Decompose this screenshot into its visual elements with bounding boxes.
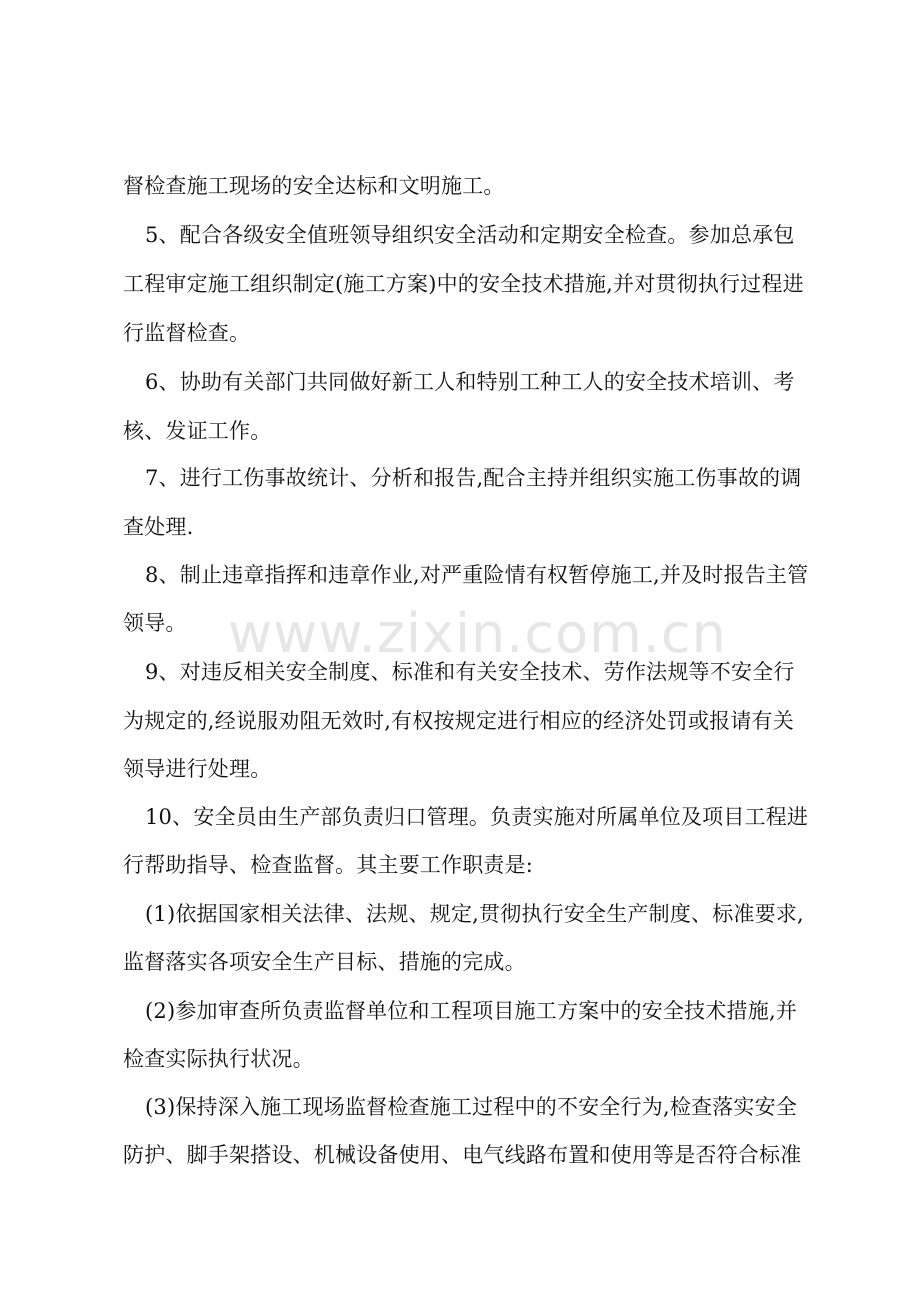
text-line: 核、发证工作。 — [123, 419, 272, 443]
text-line: 7、进行工伤事故统计、分析和报告,配合主持并组织实施工伤事故的调 — [145, 466, 802, 490]
text-line: (3)保持深入施工现场监督检查施工过程中的不安全行为,检查落实安全 — [145, 1095, 798, 1119]
text-line: 督检查施工现场的安全达标和文明施工。 — [123, 174, 505, 198]
text-line: (2)参加审查所负责监督单位和工程项目施工方案中的安全技术措施,并 — [145, 999, 798, 1023]
text-line: 领导进行处理。 — [123, 757, 272, 781]
text-line: 9、对违反相关安全制度、标准和有关安全技术、劳作法规等不安全行 — [145, 660, 795, 684]
text-line: 监督落实各项安全生产目标、措施的完成。 — [123, 950, 526, 974]
text-line: 6、协助有关部门共同做好新工人和特别工种工人的安全技术培训、考 — [145, 370, 795, 394]
text-line: 防护、脚手架搭设、机械设备使用、电气线路布置和使用等是否符合标准 — [123, 1143, 802, 1167]
text-line: 检查实际执行状况。 — [123, 1047, 314, 1071]
watermark: www.zixin.com.cn — [228, 602, 727, 665]
text-line: 行监督检查。 — [123, 321, 251, 345]
text-line: (1)依据国家相关法律、法规、规定,贯彻执行安全生产制度、标准要求, — [145, 902, 804, 926]
text-line: 领导。 — [123, 611, 187, 635]
text-line: 查处理. — [123, 515, 194, 539]
text-line: 10、安全员由生产部负责归口管理。负责实施对所属单位及项目工程进 — [145, 805, 809, 829]
text-line: 工程审定施工组织制定(施工方案)中的安全技术措施,并对贯彻执行过程进 — [123, 272, 804, 296]
text-line: 为规定的,经说服劝阻无效时,有权按规定进行相应的经济处罚或报请有关 — [123, 709, 794, 733]
text-line: 行帮助指导、检查监督。其主要工作职责是: — [123, 853, 534, 877]
text-line: 8、制止违章指挥和违章作业,对严重险情有权暂停施工,并及时报告主管 — [145, 563, 809, 587]
text-line: 5、配合各级安全值班领导组织安全活动和定期安全检查。参加总承包 — [145, 223, 795, 247]
